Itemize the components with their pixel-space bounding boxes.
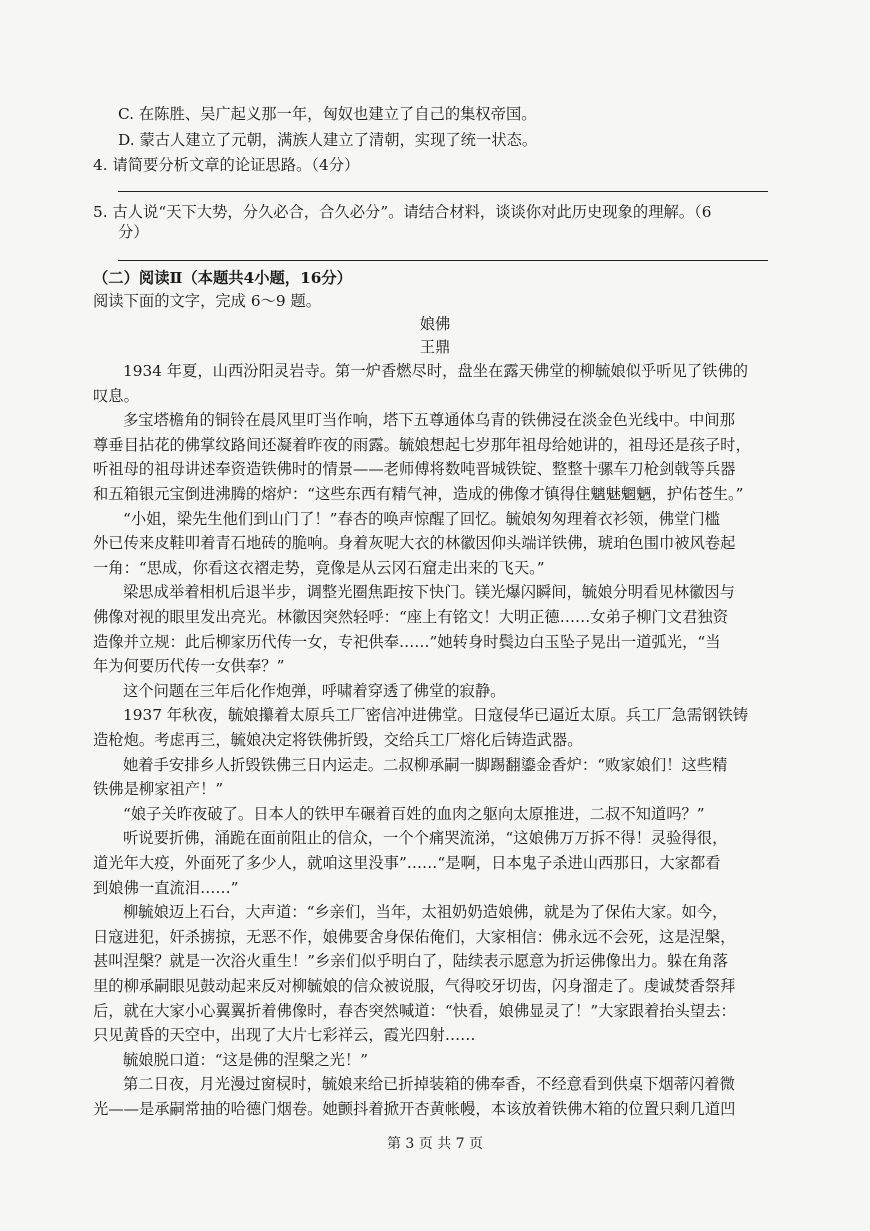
article-line: “娘子关昨夜破了。日本人的铁甲车碾着百姓的血肉之躯向太原推进，二叔不知道吗？” <box>123 804 705 823</box>
article-line: 尊垂目拈花的佛掌纹路间还凝着昨夜的雨露。毓娘想起七岁那年祖母给她讲的，祖母还是孩子时， <box>93 435 751 454</box>
article-line: 造像并立规：此后柳家历代传一女，专祀供奉……”她转身时鬓边白玉坠子晃出一道弧光，“当 <box>93 632 721 651</box>
article-line: 多宝塔檐角的铜铃在晨风里叮当作响，塔下五尊通体乌青的铁佛浸在淡金色光线中。中间那 <box>123 411 735 430</box>
article-line: 一角：“思成，你看这衣褶走势，竟像是从云冈石窟走出来的飞天。” <box>93 558 545 577</box>
article-line: 年为何要历代传一女供奉？” <box>93 657 285 676</box>
page-footer: 第 3 页 共 7 页 <box>386 1136 484 1152</box>
section-heading: （二）阅读Ⅱ（本题共4小题，16分） <box>93 269 352 287</box>
article-line: 道光年大疫，外面死了多少人，就咱这里没事”……“是啊，日本鬼子杀进山西那日，大家都看 <box>93 854 721 872</box>
article-line: 这个问题在三年后化作炮弹，呼啸着穿透了佛堂的寂静。 <box>123 681 506 700</box>
article-line: “小姐，梁先生他们到山门了！”春杏的唤声惊醒了回忆。毓娘匆匆理着衣衫领，佛堂门槛 <box>123 509 720 528</box>
article-line: 叹息。 <box>93 386 139 405</box>
answer-line-q4 <box>118 191 768 192</box>
article-line: 日寇进犯，奸杀掳掠，无恶不作，娘佛要舍身保佑俺们，大家相信：佛永远不会死，这是涅槃， <box>93 927 736 946</box>
option-c: C. 在陈胜、吴广起义那一年，匈奴也建立了自己的集权帝国。 <box>118 105 537 123</box>
answer-line-q5 <box>118 260 768 261</box>
option-d: D. 蒙古人建立了元朝，满族人建立了清朝，实现了统一状态。 <box>118 131 538 149</box>
article-line: 毓娘脱口道：“这是佛的涅槃之光！” <box>123 1050 369 1069</box>
article-line: 甚叫涅槃？就是一次浴火重生！”乡亲们似乎明白了，陆续表示愿意为折运佛像出力。躲在角落 <box>93 952 728 971</box>
article-line: 到娘佛一直流泪……” <box>93 878 239 897</box>
article-line: 听说要折佛，涌跪在面前阻止的信众，一个个痛哭流涕，“这娘佛万万拆不得！灵验得很， <box>123 829 728 848</box>
article-line: 柳毓娘迈上石台，大声道：“乡亲们，当年，太祖奶奶造娘佛，就是为了保佑大家。如今， <box>123 903 728 922</box>
article-line: 里的柳承嗣眼见鼓动起来反对柳毓娘的信众被说服，气得咬牙切齿，闪身溜走了。虔诚焚香祭拜 <box>93 977 736 995</box>
article-line: 1934 年夏，山西汾阳灵岩寺。第一炉香燃尽时，盘坐在露天佛堂的柳毓娘似乎听见了铁佛的 <box>123 362 749 380</box>
article-line: 铁佛是柳家祖产！” <box>93 780 224 799</box>
article-line: 光——是承嗣常抽的哈德门烟卷。她颤抖着掀开杏黄帐幔，本该放着铁佛木箱的位置只剩几道凹 <box>93 1100 736 1118</box>
article-line: 和五箱银元宝倒进沸腾的熔炉：“这些东西有精气神，造成的佛像才镇得住魑魅魍魉，护佑苍生。” <box>93 485 744 503</box>
article-line: 第二日夜，月光漫过窗棂时，毓娘来给已折掉装箱的佛奉香，不经意看到供桌下烟蒂闪着微 <box>123 1075 735 1094</box>
article-line: 只见黄昏的天空中，出现了大片七彩祥云，霞光四射…… <box>93 1026 476 1045</box>
question-5-line2: 分） <box>118 223 149 241</box>
article-line: 佛像对视的眼里发出亮光。林徽因突然轻呼：“座上有铭文！大明正德……女弟子柳门文君独资 <box>93 608 728 626</box>
section-instruction: 阅读下面的文字，完成 6～9 题。 <box>93 292 322 310</box>
article-title: 娘佛 <box>419 315 451 333</box>
article-line: 外已传来皮鞋叩着青石地砖的脆响。身着灰呢大衣的林徽因仰头端详铁佛，琥珀色围巾被风卷起 <box>93 534 736 553</box>
article-line: 后，就在大家小心翼翼折着佛像时，春杏突然喊道：“快看，娘佛显灵了！”大家跟着抬头望去： <box>93 1001 736 1020</box>
question-5-line1: 5. 古人说“天下大势，分久必合，合久必分”。请结合材料，谈谈你对此历史现象的理解。（6 <box>93 203 712 221</box>
article-line: 造枪炮。考虑再三，毓娘决定将铁佛折毁，交给兵工厂熔化后铸造武器。 <box>93 731 583 749</box>
article-author: 王鼎 <box>419 338 451 356</box>
article-line: 听祖母的祖母讲述奉资造铁佛时的情景——老师傅将数吨晋城铁锭、整整十骡车刀枪剑戟等兵器 <box>93 460 736 479</box>
article-line: 梁思成举着相机后退半步，调整光圈焦距按下快门。镁光爆闪瞬间，毓娘分明看见林徽因与 <box>123 583 735 602</box>
article-line: 她着手安排乡人折毁铁佛三日内运走。二叔柳承嗣一脚踢翻鎏金香炉：“败家娘们！这些精 <box>123 755 728 774</box>
question-4: 4. 请简要分析文章的论证思路。（4分） <box>93 156 360 174</box>
article-line: 1937 年秋夜，毓娘攥着太原兵工厂密信冲进佛堂。日寇侵华已逼近太原。兵工厂急需钢铁铸 <box>123 706 749 725</box>
